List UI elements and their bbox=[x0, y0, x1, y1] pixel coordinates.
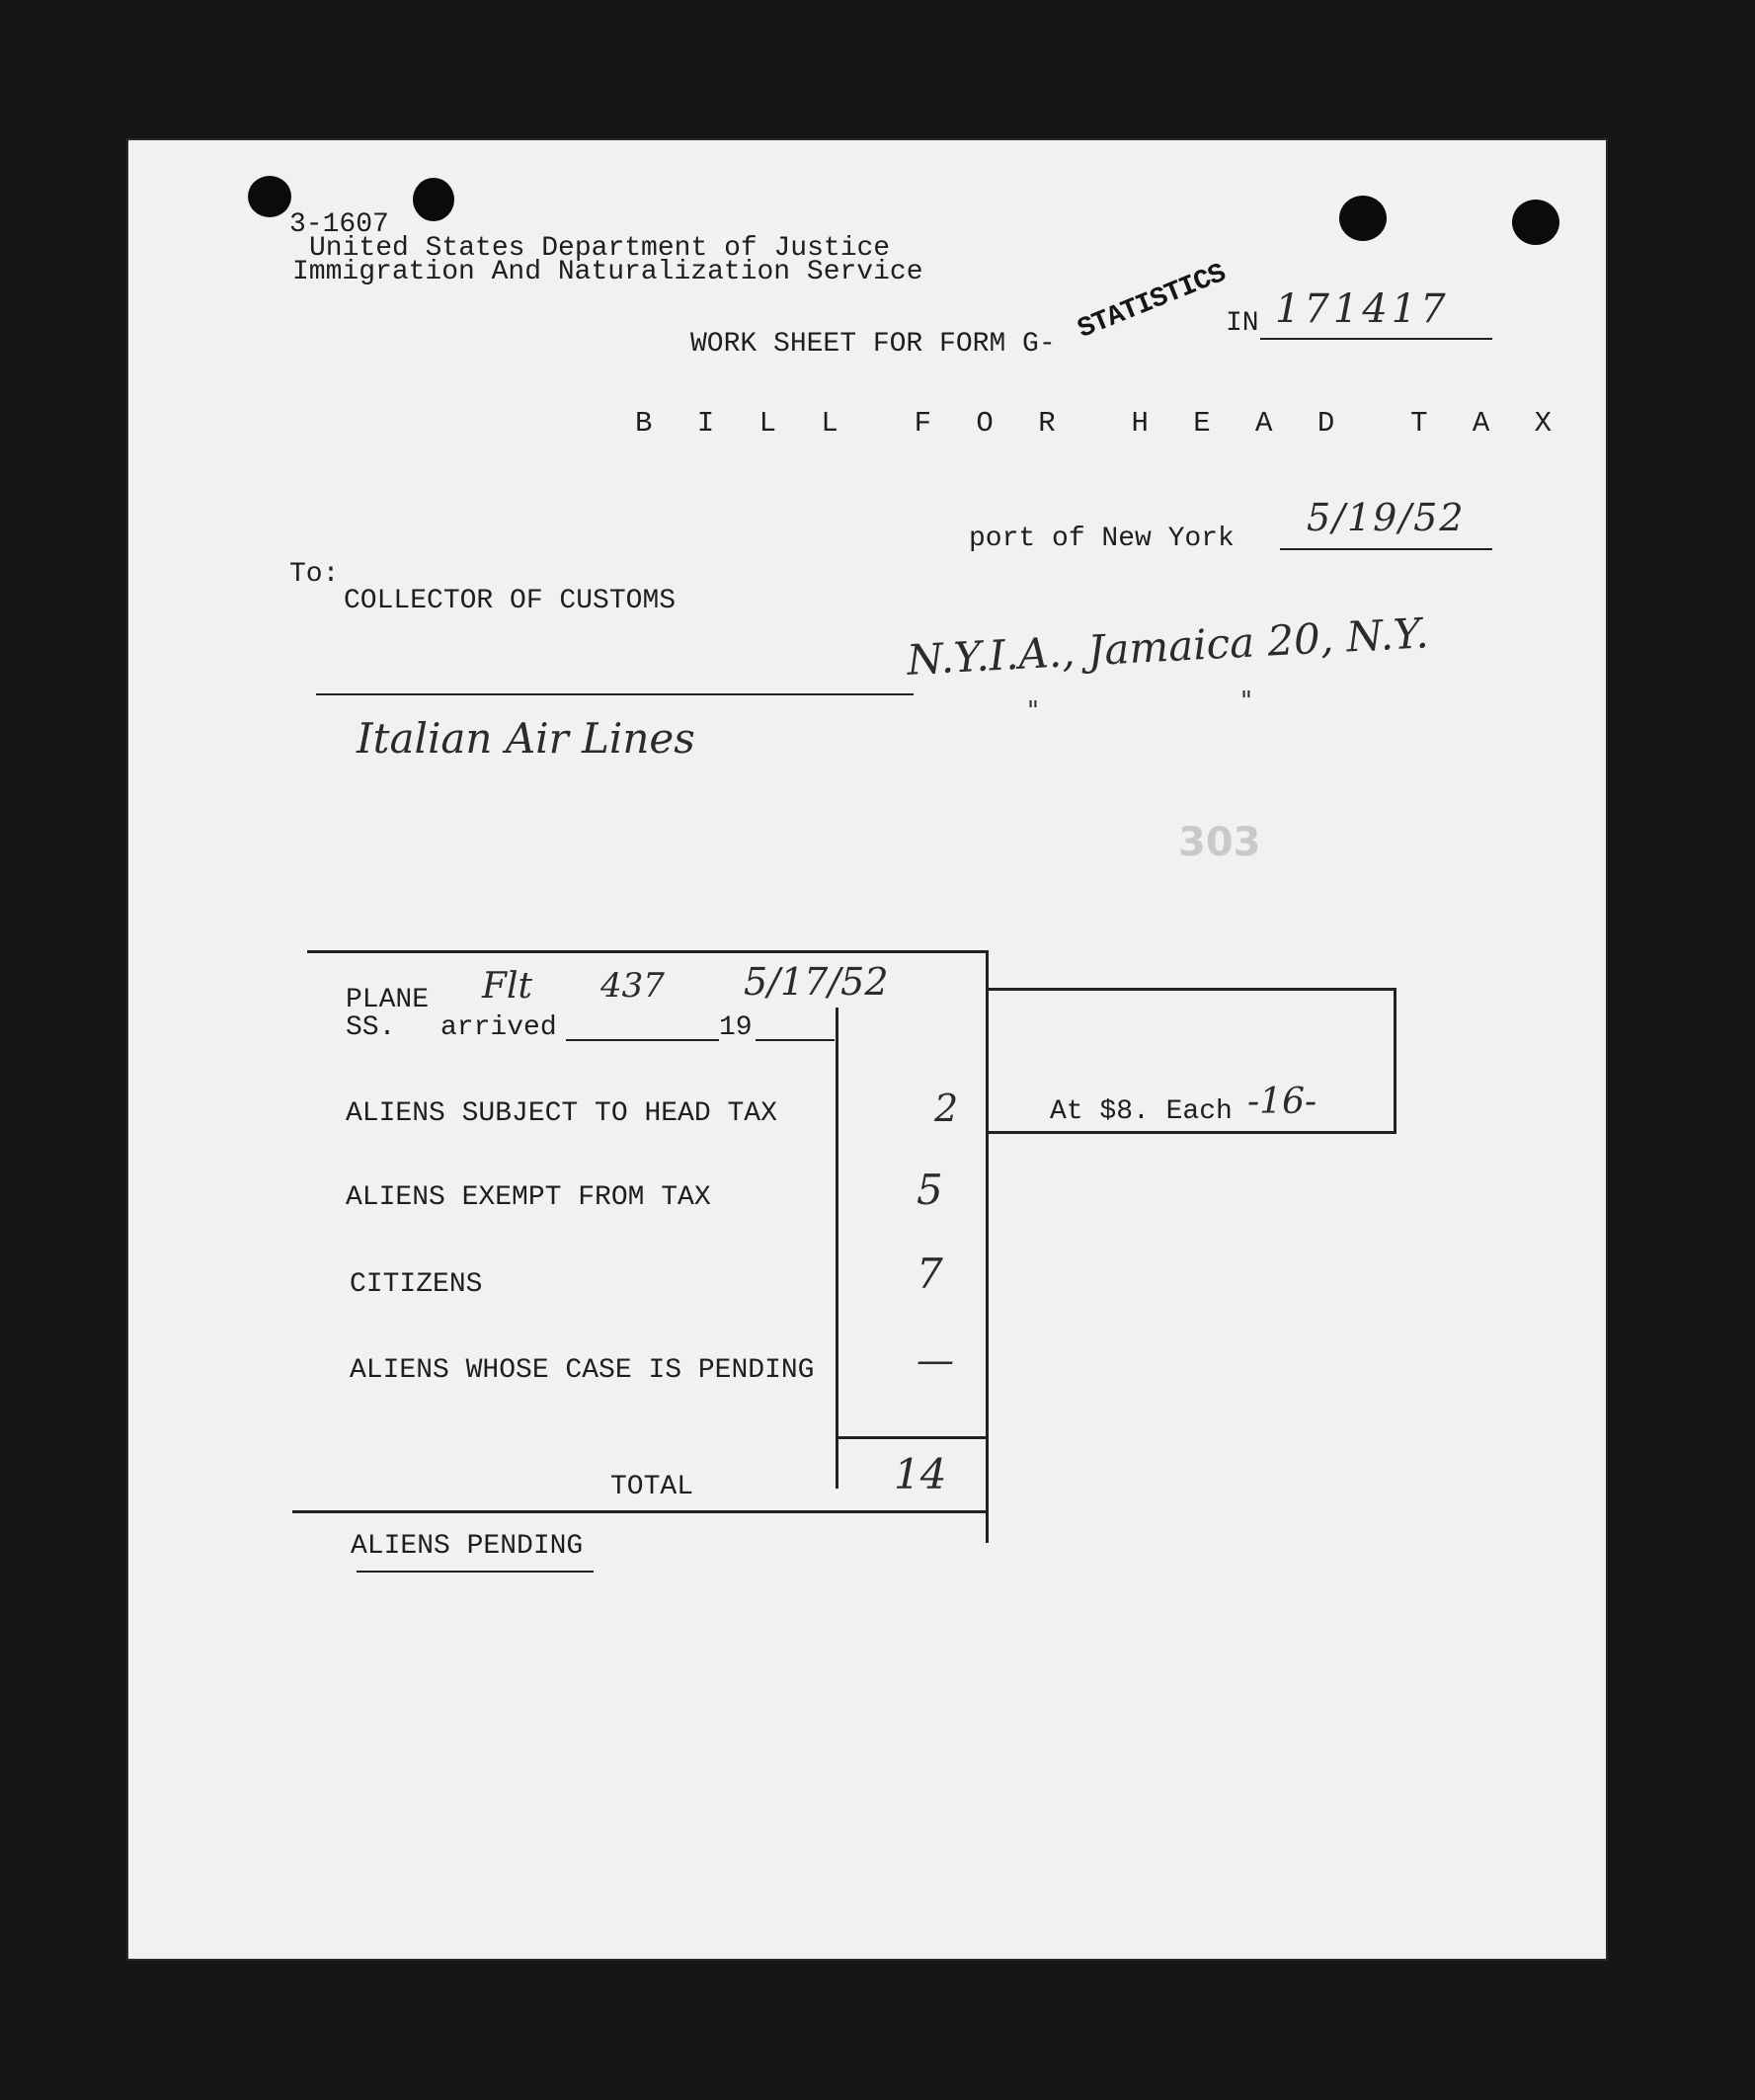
plane-date: 5/17/52 bbox=[744, 960, 889, 1004]
plane-flight: Flt bbox=[482, 966, 532, 1007]
in-number: 171417 bbox=[1275, 286, 1450, 332]
form-number: 3-1607 bbox=[289, 209, 389, 240]
row-label-pending: ALIENS WHOSE CASE IS PENDING bbox=[350, 1355, 815, 1386]
address-underline bbox=[316, 693, 914, 695]
row-label-subject: ALIENS SUBJECT TO HEAD TAX bbox=[346, 1098, 777, 1129]
in-number-underline bbox=[1260, 338, 1492, 340]
collector-label: COLLECTOR OF CUSTOMS bbox=[344, 586, 677, 616]
port-label: port of New York bbox=[969, 524, 1235, 554]
table-top-border bbox=[307, 950, 989, 953]
ditto-mark: " bbox=[1240, 687, 1252, 716]
arrived-underline bbox=[566, 1039, 719, 1041]
table-divider bbox=[836, 1008, 838, 1489]
agency-line-2: Immigration And Naturalization Service bbox=[292, 257, 923, 287]
row-value-subject: 2 bbox=[934, 1087, 959, 1130]
stamp-number: 303 bbox=[1178, 820, 1261, 865]
plane-label: PLANE bbox=[346, 985, 430, 1015]
document-title: B I L L F O R H E A D T A X bbox=[635, 407, 1566, 440]
punch-hole bbox=[413, 178, 454, 221]
port-date-underline bbox=[1280, 548, 1492, 550]
row-value-citizens: 7 bbox=[917, 1250, 943, 1298]
statistics-stamp: STATISTICS bbox=[1074, 258, 1231, 346]
carrier-handwritten: Italian Air Lines bbox=[357, 714, 695, 763]
row-value-exempt: 5 bbox=[917, 1166, 943, 1214]
address-handwritten: N.Y.I.A., Jamaica 20, N.Y. bbox=[906, 608, 1430, 685]
table-bottom-border bbox=[292, 1510, 989, 1513]
punch-hole bbox=[248, 176, 291, 217]
row-label-exempt: ALIENS EXEMPT FROM TAX bbox=[346, 1182, 711, 1213]
year-prefix: 19 bbox=[719, 1012, 753, 1043]
aliens-pending-underline bbox=[357, 1571, 594, 1573]
punch-hole bbox=[1512, 200, 1559, 245]
work-sheet-label: WORK SHEET FOR FORM G- bbox=[690, 329, 1056, 360]
total-top-border bbox=[836, 1436, 989, 1439]
rate-amount: -16- bbox=[1247, 1082, 1317, 1122]
aliens-pending-label: ALIENS PENDING bbox=[351, 1531, 584, 1562]
punch-hole bbox=[1339, 196, 1387, 241]
port-date: 5/19/52 bbox=[1307, 496, 1466, 539]
plane-number: 437 bbox=[600, 966, 665, 1006]
rate-label: At $8. Each bbox=[1050, 1096, 1233, 1127]
ditto-mark: " bbox=[1027, 696, 1039, 726]
in-label: IN bbox=[1226, 308, 1259, 339]
year-underline bbox=[756, 1039, 835, 1041]
arrived-label: arrived bbox=[440, 1012, 557, 1043]
agency-line-1: United States Department of Justice bbox=[309, 233, 891, 264]
ss-label: SS. bbox=[346, 1012, 396, 1043]
total-label: TOTAL bbox=[610, 1472, 694, 1502]
document-page bbox=[126, 138, 1608, 1961]
row-value-pending: — bbox=[917, 1338, 954, 1382]
to-label: To: bbox=[289, 559, 340, 590]
row-label-citizens: CITIZENS bbox=[350, 1269, 483, 1300]
total-value: 14 bbox=[894, 1450, 947, 1498]
